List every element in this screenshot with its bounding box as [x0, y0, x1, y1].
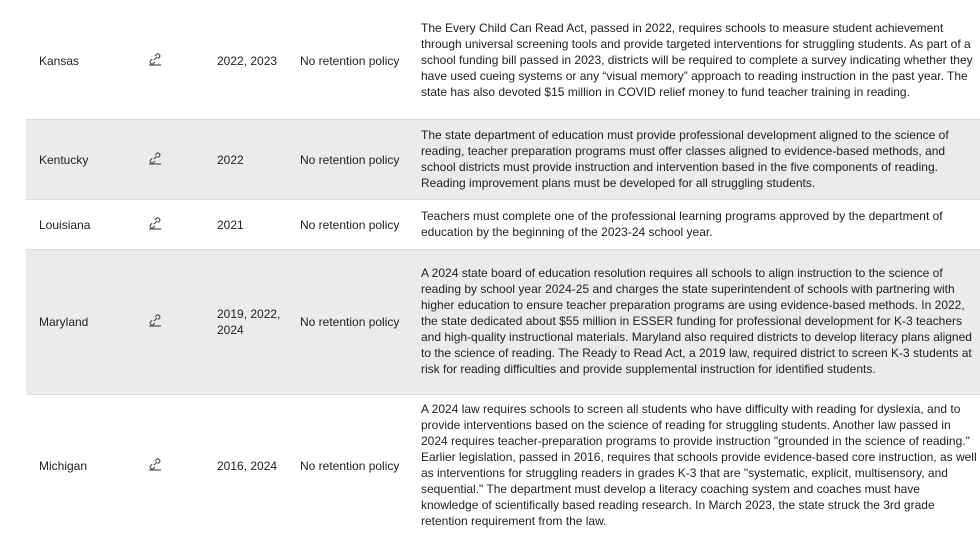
retention-policy: No retention policy — [300, 54, 400, 68]
retention-policy: No retention policy — [300, 458, 400, 473]
table-row-maryland — [26, 250, 980, 395]
years-enacted: 2019, 2022, 2024 — [217, 307, 281, 337]
retention-policy: No retention policy — [300, 217, 400, 232]
link-cell — [137, 313, 203, 331]
link-cell — [137, 457, 203, 475]
state-name: Kentucky — [39, 152, 89, 167]
link-icon[interactable] — [148, 216, 162, 230]
years-enacted: 2016, 2024 — [217, 458, 278, 473]
state-name: Michigan — [39, 458, 88, 473]
policy-description: Teachers must complete one of the professional learning programs approved by the department of education by the beginning of the 2023-24 school year. — [421, 208, 943, 239]
link-cell — [137, 52, 203, 70]
policy-description: The state department of education must provide professional development aligned to the science of reading, teacher preparation programs must offer classes aligned to evidence-based methods, and school districts must provide instruction and intervention based in the five components of reading. Reading improvement plans must be developed for all struggling students. — [421, 127, 949, 190]
years-enacted: 2022 — [217, 152, 244, 167]
policy-description: A 2024 state board of education resolution requires all schools to align instruction to the science of reading by school year 2024-25 and charges the state superintendent of schools with partnering with higher education to ensure teacher preparation programs are using evidence-based methods. In 2022, the state dedicated about $55 million in ESSER funding for professional development for K-3 teachers and high-quality instructional materials. Maryland also required districts to develop literacy plans aligned to the science of reading. The Ready to Read Act, a 2019 law, required district to screen K-3 students at risk for reading difficulties and provide supplemental instruction for identified students. — [421, 266, 972, 376]
link-icon[interactable] — [148, 52, 162, 66]
retention-policy: No retention policy — [300, 315, 400, 329]
state-name: Kansas — [39, 54, 80, 68]
state-name: Louisiana — [39, 217, 91, 232]
policy-description: A 2024 law requires schools to screen all students who have difficulty with reading for dyslexia, and to provide interventions based on the science of reading for struggling students. Another law passed in 2024 requires teacher-preparation programs to provide instruction "grounded in the science of reading." Earlier legislation, passed in 2016, requires that schools provide evidence-based core instruction, as well as interventions for struggling readers in grades K-3 that are "systematic, explicit, multisensory, and sequential." The department must develop a literacy coaching system and coaches must have knowledge of scientifically based reading research. In March 2023, the state struck the 3rd grade retention requirement from the law. — [421, 401, 977, 528]
link-cell — [137, 151, 203, 169]
state-name: Maryland — [39, 315, 89, 329]
link-icon[interactable] — [148, 313, 162, 327]
years-enacted: 2021 — [217, 217, 244, 232]
retention-policy: No retention policy — [300, 152, 400, 167]
link-icon[interactable] — [148, 151, 162, 165]
policy-table — [26, 3, 980, 536]
table-row-kansas — [26, 3, 980, 120]
table-row-michigan — [26, 395, 980, 536]
link-icon[interactable] — [148, 457, 162, 471]
table-row-louisiana — [26, 200, 980, 250]
table-row-kentucky — [26, 120, 980, 200]
policy-description: The Every Child Can Read Act, passed in 2022, requires schools to measure student achievement through universal screening tools and provide targeted interventions for struggling students. As part of a school funding bill passed in 2023, districts will be required to complete a survey indicating whether they have used cueing systems or any “visual memory” approach to reading instruction in the past year. The state has also devoted $15 million in COVID relief money to fund teacher training in reading. — [421, 21, 973, 99]
years-enacted: 2022, 2023 — [217, 54, 278, 68]
link-cell — [137, 216, 203, 234]
